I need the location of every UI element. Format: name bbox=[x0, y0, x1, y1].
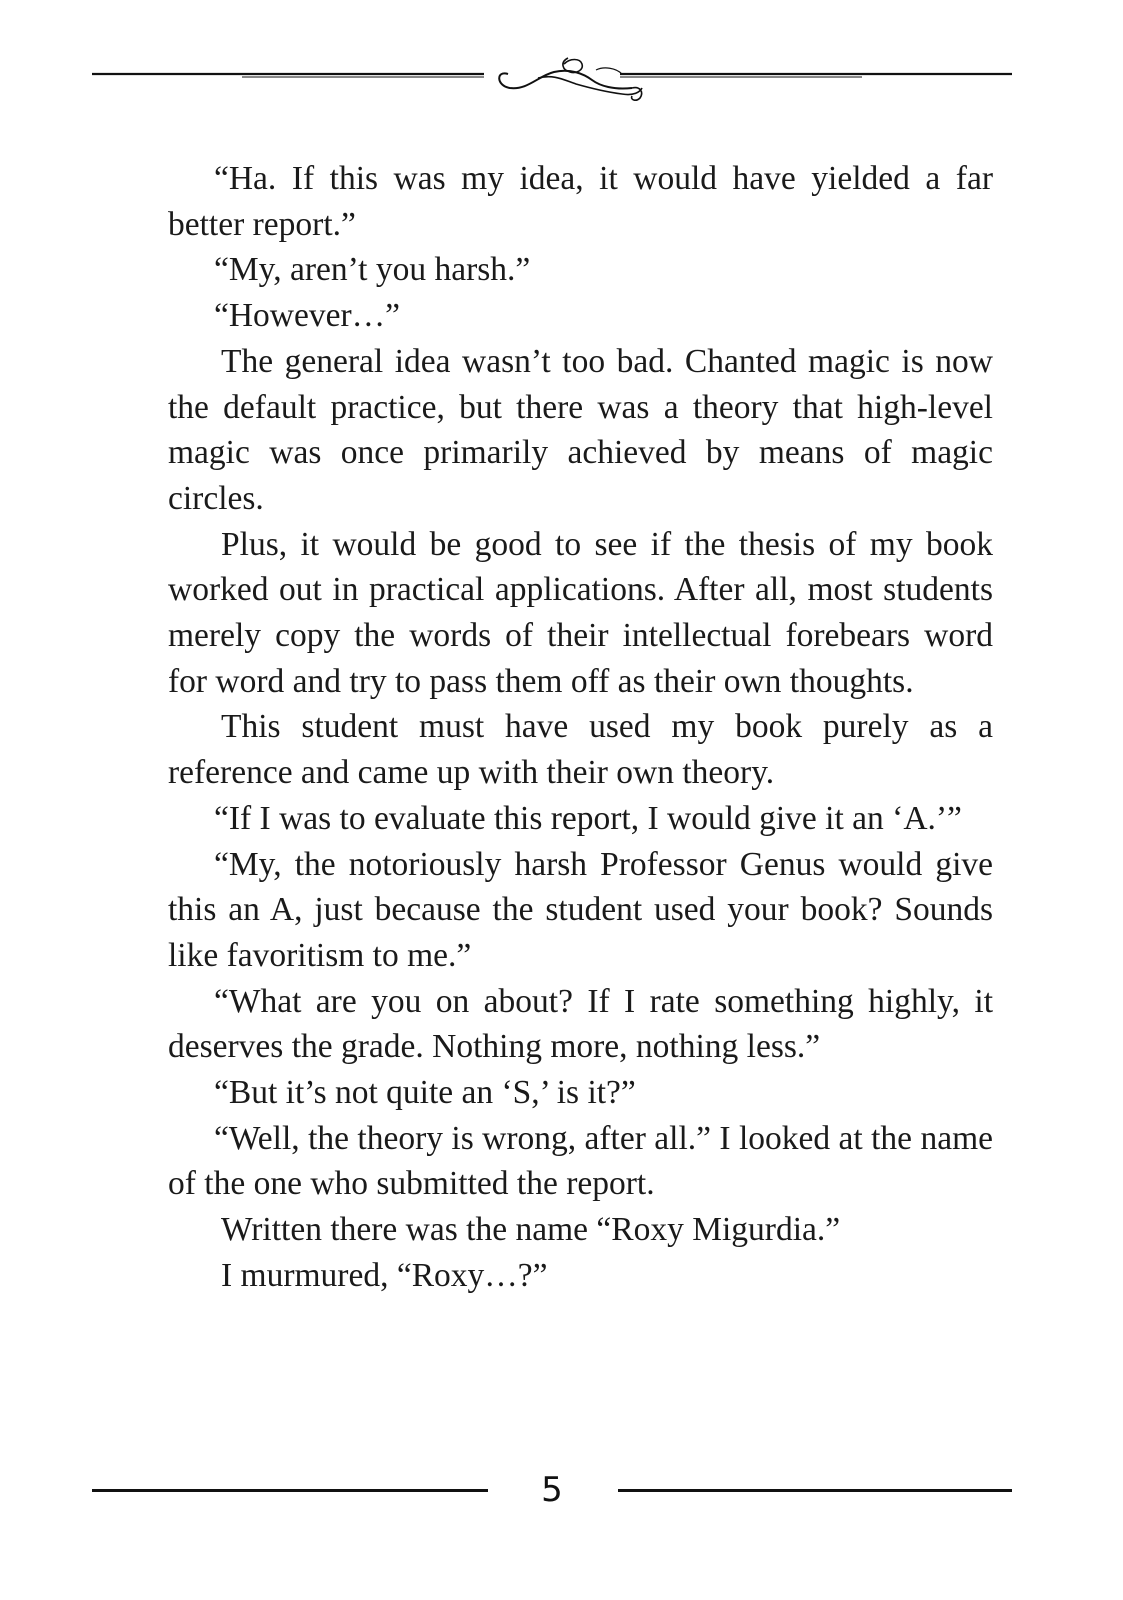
paragraph: I murmured, “Roxy…?” bbox=[221, 1256, 548, 1294]
flourish-icon bbox=[92, 52, 1012, 108]
page-footer bbox=[92, 1466, 1012, 1516]
footer-rule-right bbox=[618, 1489, 1012, 1492]
paragraph: Written there was the name “Roxy Migurdia.” bbox=[221, 1211, 841, 1249]
paragraph: Plus, it would be good to see if the thesis of my book worked out in practical applications. After all, most students merely copy the words of their intellectual forebears word for word and try to pass them off as their own thoughts. bbox=[168, 525, 993, 700]
paragraph: This student must have used my book purely as a reference and came up with their own theory. bbox=[168, 708, 993, 792]
paragraph: “However…” bbox=[214, 297, 401, 335]
paragraph: “My, the notoriously harsh Professor Genus would give this an A, just because the student used your book? Sounds like favoritism to me.” bbox=[168, 845, 993, 974]
paragraph: “Ha. If this was my idea, it would have yielded a far better report.” bbox=[168, 160, 993, 243]
paragraph: “If I was to evaluate this report, I would give it an ‘A.’” bbox=[214, 799, 962, 837]
header-flourish-ornament bbox=[92, 52, 1012, 108]
paragraph: “Well, the theory is wrong, after all.” I looked at the name of the one who submitted the report. bbox=[168, 1119, 993, 1203]
body-text bbox=[168, 156, 993, 1299]
paragraph: The general idea wasn’t too bad. Chanted magic is now the default practice, but there was a theory that high-level magic was once primarily achieved by means of magic circles. bbox=[168, 342, 993, 517]
paragraph: “What are you on about? If I rate something highly, it deserves the grade. Nothing more, nothing less.” bbox=[168, 982, 993, 1066]
paragraph: “But it’s not quite an ‘S,’ is it?” bbox=[214, 1074, 636, 1112]
page-number: 5 bbox=[541, 1470, 563, 1510]
paragraph: “My, aren’t you harsh.” bbox=[214, 251, 531, 289]
